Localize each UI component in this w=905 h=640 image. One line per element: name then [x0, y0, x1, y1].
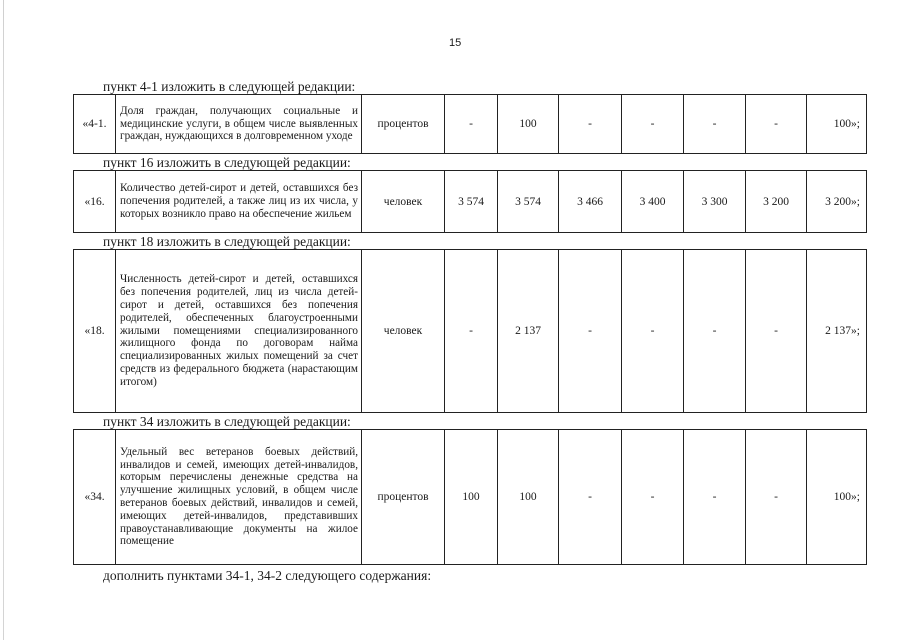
- indicator-description: Удельный вес ветеранов боевых действий, инвалидов и семей, имеющих детей-инвалидов, которым перечислены денежные средства на улучшение жилищных условий, в общем числе ветеранов боевых действий, инвалидов и семей, имеющих детей-инвалидов, представивших правоустанавливающие документы на жилое помещение: [116, 430, 362, 565]
- value-cell: -: [684, 95, 746, 154]
- value-cell: 100: [445, 430, 498, 565]
- value-cell: -: [746, 250, 807, 413]
- unit-cell: процентов: [362, 430, 445, 565]
- value-cell: -: [559, 250, 622, 413]
- value-cell: 2 137»;: [807, 250, 867, 413]
- value-cell: 3 574: [445, 171, 498, 233]
- value-cell: 3 466: [559, 171, 622, 233]
- table-row-34: [73, 429, 867, 565]
- instruction-16: пункт 16 изложить в следующей редакции:: [103, 155, 351, 170]
- instruction-4-1: пункт 4-1 изложить в следующей редакции:: [103, 79, 356, 94]
- page-number: 15: [449, 37, 462, 49]
- value-cell: -: [622, 250, 684, 413]
- value-cell: 2 137: [498, 250, 559, 413]
- value-cell: -: [559, 95, 622, 154]
- unit-cell: процентов: [362, 95, 445, 154]
- value-cell: -: [445, 250, 498, 413]
- value-cell: 100: [498, 430, 559, 565]
- value-cell: 3 200»;: [807, 171, 867, 233]
- value-cell: 3 200: [746, 171, 807, 233]
- instruction-add-34-1-34-2: дополнить пунктами 34-1, 34-2 следующего содержания:: [103, 568, 432, 583]
- value-cell: -: [684, 430, 746, 565]
- row-number: «18.: [74, 250, 116, 413]
- value-cell: -: [559, 430, 622, 565]
- value-cell: -: [622, 430, 684, 565]
- indicator-description: Численность детей-сирот и детей, оставшихся без попечения родителей, лиц из числа детей-сирот и детей, оставшихся без попечения родителей, обеспеченных благоустроенными жилыми помещениями специализированного жилищного фонда по договорам найма специализированных жилых помещений за счет средств из федерального бюджета (нарастающим итогом): [116, 250, 362, 413]
- unit-cell: человек: [362, 250, 445, 413]
- value-cell: -: [746, 430, 807, 565]
- scan-edge-line: [3, 0, 4, 640]
- indicator-description: Доля граждан, получающих социальные и медицинские услуги, в общем числе выявленных граждан, нуждающихся в долговременном уходе: [116, 95, 362, 154]
- value-cell: 3 574: [498, 171, 559, 233]
- value-cell: -: [684, 250, 746, 413]
- value-cell: 100»;: [807, 430, 867, 565]
- instruction-34: пункт 34 изложить в следующей редакции:: [103, 414, 351, 429]
- instruction-18: пункт 18 изложить в следующей редакции:: [103, 234, 351, 249]
- value-cell: 3 400: [622, 171, 684, 233]
- table-row-4-1: [73, 94, 867, 154]
- value-cell: -: [622, 95, 684, 154]
- unit-cell: человек: [362, 171, 445, 233]
- row-number: «4-1.: [74, 95, 116, 154]
- table-row-18: [73, 249, 867, 413]
- value-cell: 100»;: [807, 95, 867, 154]
- indicator-description: Количество детей-сирот и детей, оставшихся без попечения родителей, а также лиц из их числа, у которых возникло право на обеспечение жильем: [116, 171, 362, 233]
- value-cell: -: [746, 95, 807, 154]
- value-cell: 3 300: [684, 171, 746, 233]
- row-number: «16.: [74, 171, 116, 233]
- row-number: «34.: [74, 430, 116, 565]
- value-cell: 100: [498, 95, 559, 154]
- value-cell: -: [445, 95, 498, 154]
- table-row-16: [73, 170, 867, 233]
